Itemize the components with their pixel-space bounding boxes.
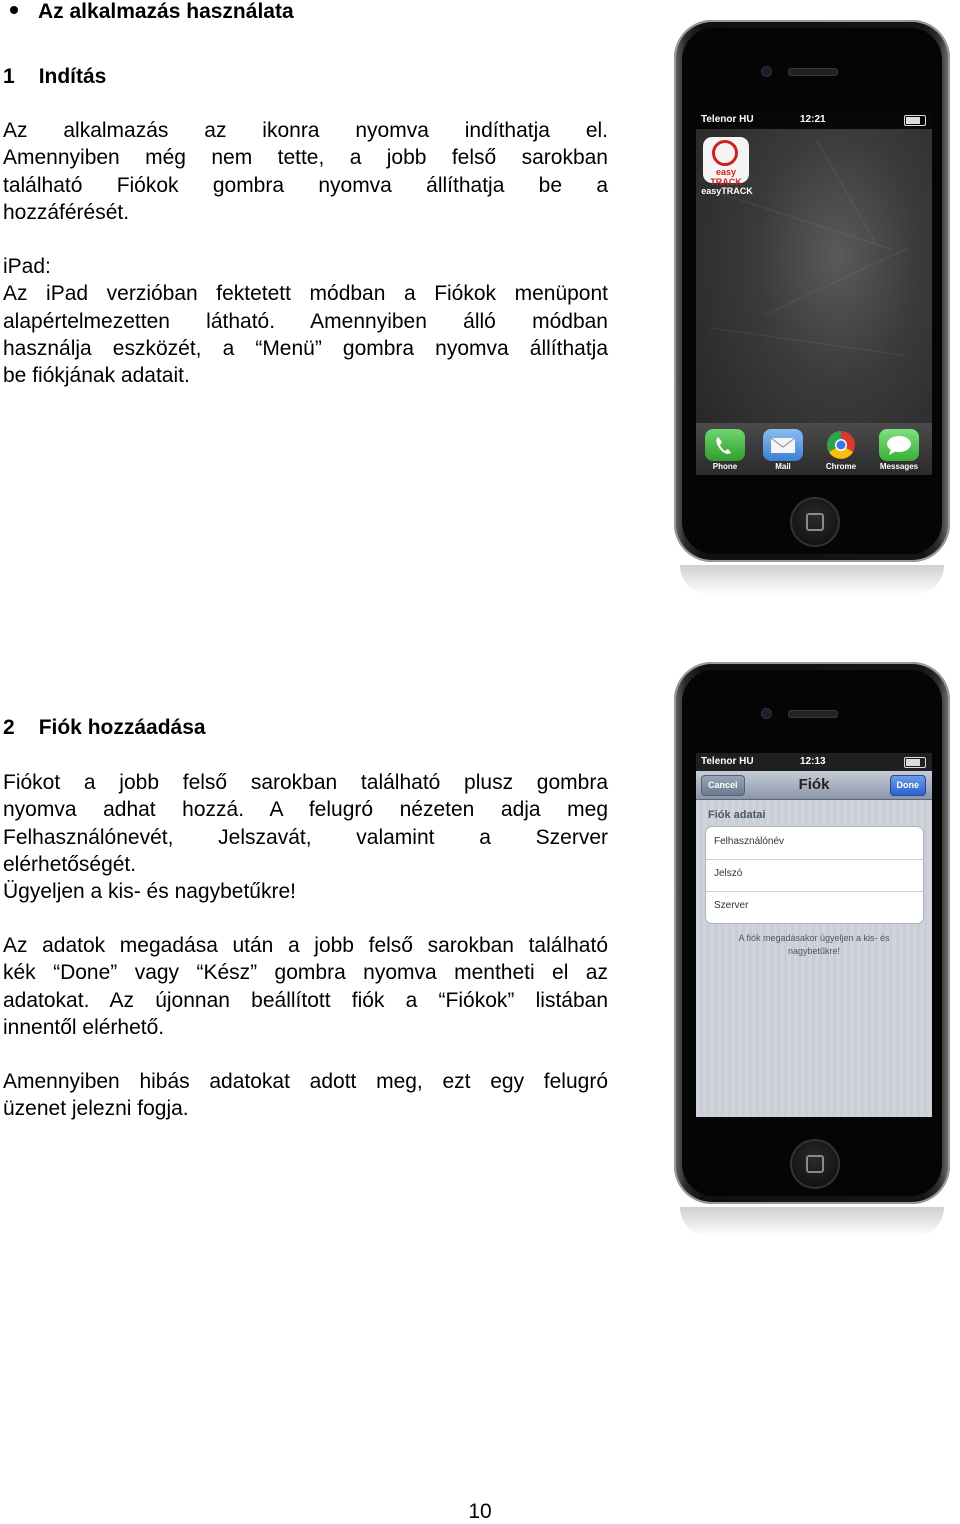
easytrack-app-label: easyTRACK: [701, 186, 753, 196]
dock-label: Messages: [879, 462, 919, 471]
text-line: használja eszközét, a “Menü” gombra nyomva állíthatja: [3, 336, 608, 360]
text-line: iPad:: [3, 255, 51, 278]
text-line: Felhasználónevét, Jelszavát, valamint a Szerver: [3, 825, 608, 849]
phone-reflection: [680, 1207, 944, 1237]
dock-label: Chrome: [825, 462, 857, 471]
section-1-heading: [3, 65, 106, 89]
text-line: Fiókot a jobb felső sarokban található plusz gombra: [3, 771, 608, 794]
text-line: Ügyeljen a kis- és nagybetűkre!: [3, 880, 296, 904]
section-1-title: Indítás: [38, 65, 107, 88]
phone-image-account-form: [674, 662, 950, 1217]
page-number: 10: [468, 1500, 492, 1523]
status-bar: [696, 111, 932, 129]
phone-icon: [705, 429, 745, 461]
form-section-title: Fiók adatai: [708, 809, 766, 821]
carrier-label: Telenor HU: [701, 756, 754, 767]
bullet-title: Az alkalmazás használata: [38, 0, 294, 23]
phone-screen: [696, 753, 932, 1117]
earpiece: [788, 710, 838, 718]
section-2-paragraph-3: [3, 1068, 608, 1123]
text-line: hozzáférését.: [3, 200, 130, 224]
text-line: elérhetőségét.: [3, 852, 137, 876]
home-button: [790, 1139, 840, 1189]
text-line: Amennyiben hibás adatokat adott meg, ezt egy felugró: [3, 1070, 608, 1093]
username-field[interactable]: [706, 827, 923, 860]
dock: [696, 423, 932, 475]
password-field[interactable]: [706, 859, 923, 892]
section-2-title: Fiók hozzáadása: [38, 716, 206, 739]
phone-screen: [696, 111, 932, 475]
done-button[interactable]: Done: [890, 775, 927, 796]
earpiece: [788, 68, 838, 76]
phone-image-home-screen: [674, 20, 950, 575]
section-2-paragraph-1: [3, 769, 608, 905]
text-line: található Fiókok gombra nyomva állíthatja be a: [3, 173, 608, 197]
text-line: Az alkalmazás az ikonra nyomva indíthatja el.: [3, 119, 608, 142]
text-line: Az adatok megadása után a jobb felső sarokban található: [3, 934, 608, 957]
messages-icon: [879, 429, 919, 461]
dock-app-phone[interactable]: [704, 429, 746, 469]
section-2-number: 2: [3, 716, 15, 739]
username-placeholder: Felhasználónév: [714, 836, 785, 847]
dock-app-chrome[interactable]: [820, 429, 862, 469]
account-fields-group: [705, 826, 924, 924]
clock: 12:21: [800, 114, 826, 125]
dock-label: Mail: [775, 462, 791, 471]
section-2-heading: [3, 716, 206, 740]
camera-icon: [761, 708, 772, 719]
dock-label: Phone: [712, 462, 738, 471]
text-line: adatokat. Az újonnan beállított fiók a “Fiókok” listában: [3, 988, 608, 1012]
bullet-dot: [10, 6, 18, 14]
text-line: Amennyiben még nem tette, a jobb felső sarokban: [3, 146, 608, 170]
form-footer-note: A fiók megadásakor ügyeljen a kis- és nagybetűkre!: [738, 933, 890, 956]
dock-app-messages[interactable]: [878, 429, 920, 469]
status-bar: [696, 753, 932, 771]
text-line: innentől elérhető.: [3, 1015, 165, 1039]
section-1-paragraph-2: [3, 253, 608, 389]
text-line: alapértelmezetten látható. Amennyiben álló módban: [3, 309, 608, 333]
text-line: kék “Done” vagy “Kész” gombra nyomva mentheti el az: [3, 961, 608, 985]
home-button: [790, 497, 840, 547]
section-1-number: 1: [3, 65, 15, 88]
chrome-icon: [821, 429, 861, 461]
carrier-label: Telenor HU: [701, 114, 754, 125]
navigation-bar: [696, 771, 932, 800]
cancel-button[interactable]: Cancel: [701, 775, 745, 796]
section-1-paragraph-1: [3, 117, 608, 226]
nav-title: Fiók: [798, 776, 830, 793]
server-placeholder: Szerver: [714, 900, 749, 911]
dock-app-mail[interactable]: [762, 429, 804, 469]
server-field[interactable]: [706, 891, 923, 923]
bullet-heading: [10, 0, 294, 24]
clock: 12:13: [800, 756, 826, 767]
battery-icon: [904, 115, 926, 126]
text-line: üzenet jelezni fogja.: [3, 1097, 189, 1121]
text-line: nyomva adhat hozzá. A felugró nézeten adja meg: [3, 798, 608, 822]
text-line: be fiókjának adatait.: [3, 364, 190, 388]
camera-icon: [761, 66, 772, 77]
easytrack-app-icon[interactable]: easy TRACK: [703, 137, 749, 183]
mail-icon: [763, 429, 803, 461]
battery-icon: [904, 757, 926, 768]
text-line: Az iPad verzióban fektetett módban a Fiókok menüpont: [3, 282, 608, 306]
phone-reflection: [680, 565, 944, 595]
password-placeholder: Jelszó: [714, 868, 743, 879]
section-2-paragraph-2: [3, 932, 608, 1041]
